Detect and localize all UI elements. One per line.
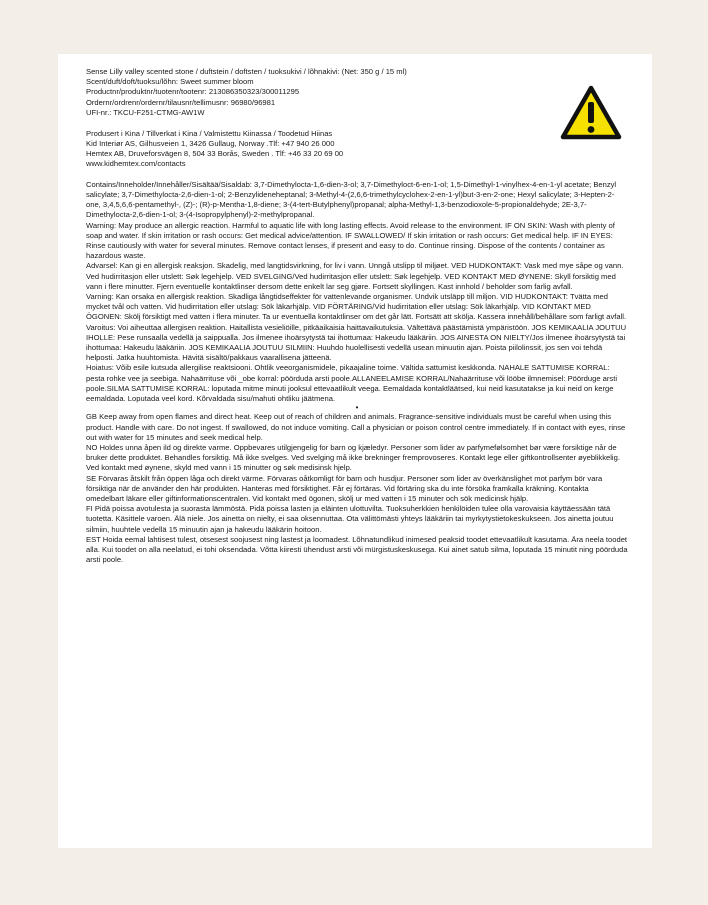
product-number-line: Productnr/produktnr/tuotenr/tootenr: 213086350323/300011295 (86, 87, 300, 97)
warning-se: Varning: Kan orsaka en allergisk reaktion. Skadliga långtidseffekter för vattenlevande organismer. Undvik utsläpp till miljon. VID HUDKONTAKT: Tvätta med mycket tvål och vatten. Vid hudirritation eller utslag: Sök läkarhjälp. VID FÖRTÄRING/Vid hudirritation eller utslag: Sök läkarhjälp. VID KONTAKT MED ÖGONEN: Skölj försiktigt med vatten i flera minuter. Ta ur eventuella kontaktlinser om det går lätt. Fortsätt att skölja. Kassera innehåll/behållare som farligt avfall. (86, 292, 627, 322)
warning-triangle-icon (560, 85, 622, 141)
ufi-line: UFI-nr.: TKCU-F251-CTMG-AW1W (86, 107, 205, 117)
origin-line: Produsert i Kina / Tillverkat i Kina / Valmistettu Kiinassa / Toodetud Hiinas (86, 128, 333, 138)
warning-ee: Hoiatus: Võib esile kutsuda allergilise reaktsiooni. Ohtlik veeorganismidele, pikaajaline toime. Vältida sattumist keskkonda. NAHALE SATTUMISE KORRAL: pesta rohke vee ja seebiga. Nahaärrituse või _obe korral: pöörduda arsti poole.ALLANEELAMISE KORRAL/Nahaärrituse või lööbe ilmnemisel: Pöörduge arsti poole.SILMA SATTUMISE KORRAL: loputada mitme minuti jooksul ettevaatlikult veega. Eemaldada kontaktläätsed, kui neid kasutatakse ja kui neid on kerge eemaldada. Loputada veel kord. Kõrvaldada sisu/mahuti ohtliku jäätmena. (86, 363, 618, 404)
header-section (86, 77, 628, 169)
safety-gb: GB Keep away from open flames and direct heat. Keep out of reach of children and animals. Fragrance-sensitive individuals must be careful when using this product. Handle with care. Do not ingest. If swallowed, do not induce vomiting. Call a physician or poison control centre immediately. If in contact with eyes, rinse out with water for 15 minutes and seek medical help. (86, 412, 626, 442)
safety-se: SE Förvaras åtskilt från öppen låga och direkt värme. Förvaras oåtkomligt för barn och husdjur. Personer som lider av överkänslighet mot parfym bör vara försiktiga när de använder den här produkten. Hanteras med försiktighet. Får ej förtäras. Vid förtäring ska du inte försöka framkalla kräkning. Kontakta omedelbart läkare eller giftinformationscentralen. Vid kontakt med ögonen, skölj ur med vatten i 15 minuter och sök medicinsk hjälp. (86, 473, 603, 503)
contact-url: www.kidhemtex.com/contacts (86, 159, 186, 169)
kid-address-line: Kid Interiør AS, Gilhusveien 1, 3426 Gullaug, Norway .Tlf: +47 940 26 000 (86, 138, 335, 148)
scent-line: Scent/duft/doft/tuoksu/lõhn: Sweet summer bloom (86, 77, 254, 87)
label-document (58, 54, 652, 848)
product-info (86, 77, 506, 118)
hemtex-address-line: Hemtex AB, Druveforsvägen 8, 504 33 Borås, Sweden . Tlf: +46 33 20 69 00 (86, 148, 344, 158)
warning-no: Advarsel: Kan gi en allergisk reaksjon. Skadelig, med langtidsvirkning, for liv i vann. Unngå utslipp til miljøet. VED HUDKONTAKT: Vask med mye såpe og vann. Ved hudirritasjon eller utslett: Søk legehjelp. VED SVELGING/Ved hudirritasjon eller utslett: Søk legehjelp. VED KONTAKT MED ØYNENE: Skyll forsiktig med vann i flere minutter. Fjern eventuelle kontaktlinser dersom dette enkelt lar seg gjøre. Fortsett skyllingen. Kast innhold / beholder som farlig avfall. (86, 261, 624, 291)
warning-en: Warning: May produce an allergic reaction. Harmful to aquatic life with long lasting effects. Avoid release to the environment. IF ON SKIN: Wash with plenty of soap and water. If skin irritation or rash occurs: Get medical advice/attention. IF SWALLOWED/ If skin irritation or rash occurs: Get medical help. IF IN EYES: Rinse cautiously with water for several minutes. Remove contact lenses, if present and easy to do. Continue rinsing. Dispose of the contents / container as hazardous waste. (86, 220, 615, 261)
safety-no: NO Holdes unna åpen ild og direkte varme. Oppbevares utilgjengelig for barn og kjæledyr. Personer som lider av parfymefølsomhet bør være forsiktige når de bruker dette produktet. Behandles forsiktig. Må ikke svelges. Ved svelging må ikke brekninger fremprovoseres. Kontakt lege eller giftkontrollsenter øyeblikkelig. Ved kontakt med øynene, skyld med vann i 15 minutter og søk medisinsk hjelp. (86, 442, 620, 473)
order-number-line: Ordernr/ordrenr/ordernr/tilausnr/tellimusnr: 96980/96981 (86, 97, 276, 107)
ingredients-paragraph: Contains/Inneholder/Innehåller/Sisältää/Sisaldab: 3,7-Dimethylocta-1,6-dien-3-ol; 3,7-Dimethyloct-6-en-1-ol; 1,5-Dimethyl-1-vinylhex-4-en-1-yl acetate; Benzyl salicylate; 3,7-Dimethylocta-2,6-dien-1-ol; 2-Benzylideneheptanal; 3-Methyl-4-(2,6,6-trimethylcyclohex-2-en-1-yl)but-3-en-2-one; Hexyl salicylate; 3-Hepten-2-one, 3,4,5,6,6-pentamethyl-, (Z)-; (R)-p-Mentha-1,8-diene; 3-(4-tert-Butylphenyl)propanal; alpha-Methyl-1,3-benzodioxole-5-propionaldehyde; 2E-3,7-Dimethylocta-2,6-dien-1-ol; 3-(4-Isopropylphenyl)-2-methylpropanal. (86, 179, 617, 220)
producer-info (86, 129, 506, 170)
warning-fi: Varoitus: Voi aiheuttaa allergisen reaktion. Haitallista vesieliöille, pitkäaikaisia haittavaikutuksia. Vältettävä päästämistä ympäristöön. JOS KEMIKAALIA JOUTUU IHOLLE: Pese runsaalla vedellä ja saippualla. Jos ilmenee ihoärsytystä tai ihottumaa: Hakeudu lääkäriin. JOS AINESTA ON NIELTY/Jos ilmenee ihoärsytystä tai ihottumaa: Hakeudu lääkäriin. JOS KEMIKAALIA JOUTUU SILMIIN: Huuhdo huolellisesti vedellä usean minuutin ajan. Poista piilolinssit, jos sen voi tehdä helposti. Jatka huuhtomista. Hävitä sisältö/pakkaus vaarallisena jätteenä. (86, 322, 627, 363)
safety-est: EST Hoida eemal lahtisest tulest, otsesest soojusest ning lastest ja loomadest. Lõhnatundlikud inimesed peaksid toodet ettevaatlikult kasutama. Ära neela toodet alla. Kui toodet on alla neelatud, ei tohi oksendada. Võtta kiiresti ühendust arsti või mürgistuskeskusega. Kui ainet satub silma, loputada 15 minutit ning pöörduda arsti poole. (86, 534, 628, 565)
product-title: Sense Lilly valley scented stone / duftstein / doftsten / tuoksukivi / lõhnakivi: (Net: 350 g / 15 ml) (86, 67, 407, 76)
safety-fi: FI Pidä poissa avotulesta ja suorasta lämmöstä. Pidä poissa lasten ja eläinten ulottuvilta. Tuoksuherkkien henkilöiden tulee olla varovaisia käyttäessään tätä tuotetta. Käsittele varoen. Älä niele. Jos ainetta on nielty, ei saa oksennuttaa. Ota välittömästi yhteys lääkäriin tai myrkytystietokeskukseen. Jos ainetta joutuu silmiin, huuhtele vedellä 15 minuutin ajan ja hakeudu lääkärin hoitoon. (86, 504, 614, 534)
separator-dot: • (355, 403, 359, 413)
